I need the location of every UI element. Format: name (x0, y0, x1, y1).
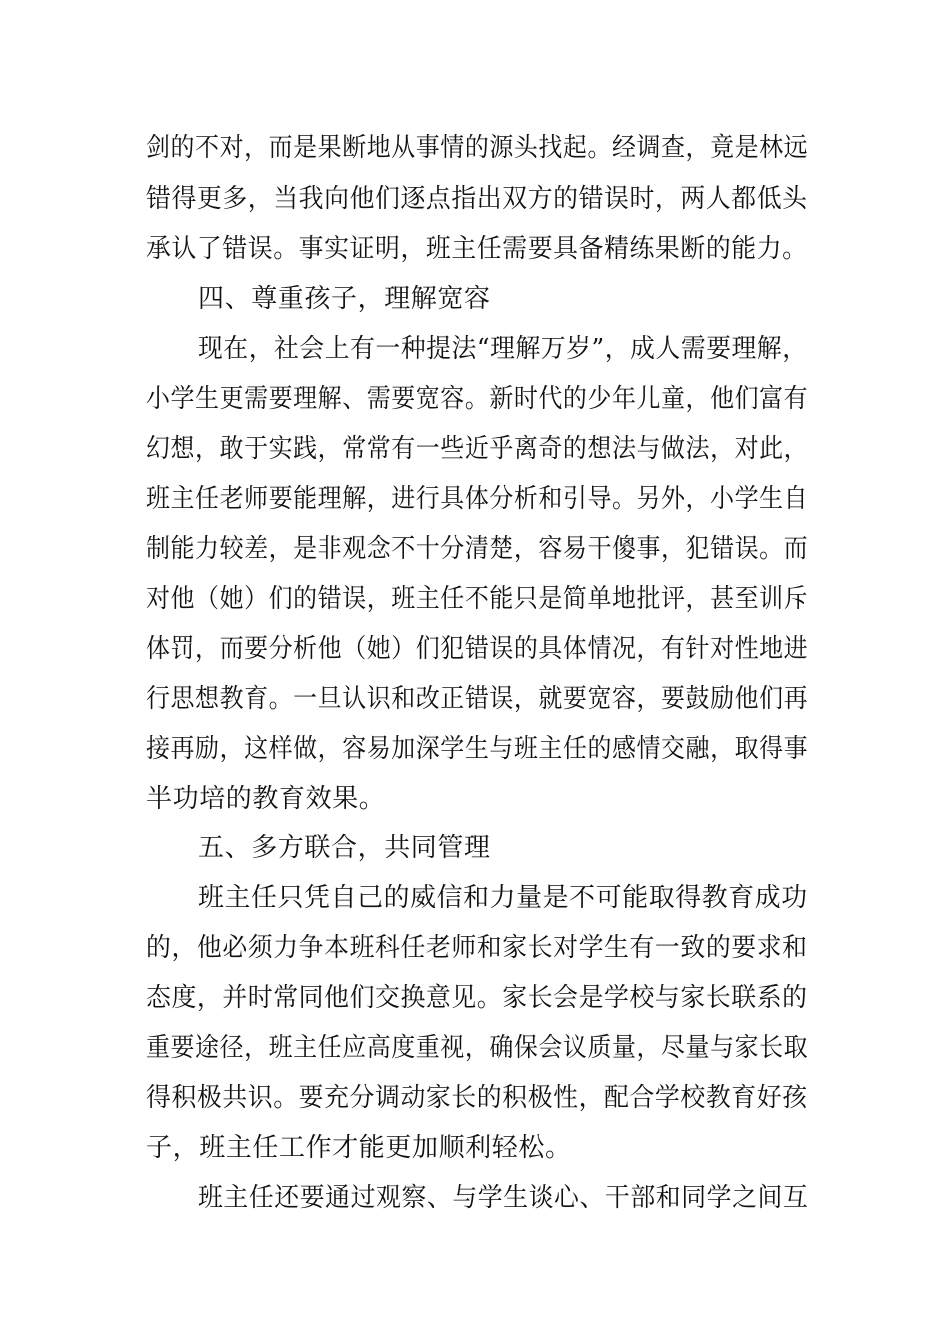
text-line: 幻想，敢于实践，常常有一些近乎离奇的想法与做法，对此， (146, 434, 809, 464)
text-line: 制能力较差，是非观念不十分清楚，容易干傻事，犯错误。而 (146, 534, 809, 564)
text-line: 错得更多，当我向他们逐点指出双方的错误时，两人都低头 (146, 184, 808, 214)
paragraph-first-line: 班主任还要通过观察、与学生谈心、干部和同学之间互 (198, 1183, 809, 1213)
section-heading: 四、尊重孩子，理解宽容 (198, 284, 491, 314)
section-heading: 五、多方联合，共同管理 (198, 833, 491, 863)
text-line: 态度，并时常同他们交换意见。家长会是学校与家长联系的 (146, 983, 808, 1013)
text-line: 小学生更需要理解、需要宽容。新时代的少年儿童，他们富有 (146, 384, 809, 414)
text-line: 剑的不对，而是果断地从事情的源头找起。经调查，竟是林远 (146, 133, 809, 163)
text-line: 接再励，这样做，容易加深学生与班主任的感情交融，取得事 (146, 734, 809, 764)
text-line: 半功培的教育效果。 (146, 784, 386, 814)
paragraph-first-line: 现在，社会上有一种提法“理解万岁”，成人需要理解， (198, 334, 808, 364)
text-line: 承认了错误。事实证明，班主任需要具备精练果断的能力。 (146, 234, 808, 264)
text-line: 子，班主任工作才能更加顺利轻松。 (146, 1133, 572, 1163)
text-line: 的，他必须力争本班科任老师和家长对学生有一致的要求和 (146, 933, 808, 963)
text-line: 体罚，而要分析他（她）们犯错误的具体情况，有针对性地进 (146, 634, 809, 664)
text-line: 班主任老师要能理解，进行具体分析和引导。另外，小学生自 (146, 484, 809, 514)
paragraph-first-line: 班主任只凭自己的威信和力量是不可能取得教育成功 (198, 883, 808, 913)
text-line: 行思想教育。一旦认识和改正错误，就要宽容，要鼓励他们再 (146, 684, 809, 714)
text-line: 得积极共识。要充分调动家长的积极性，配合学校教育好孩 (146, 1083, 808, 1113)
text-line: 对他（她）们的错误，班主任不能只是简单地批评，甚至训斥 (146, 584, 809, 614)
text-line: 重要途径，班主任应高度重视，确保会议质量，尽量与家长取 (146, 1033, 809, 1063)
